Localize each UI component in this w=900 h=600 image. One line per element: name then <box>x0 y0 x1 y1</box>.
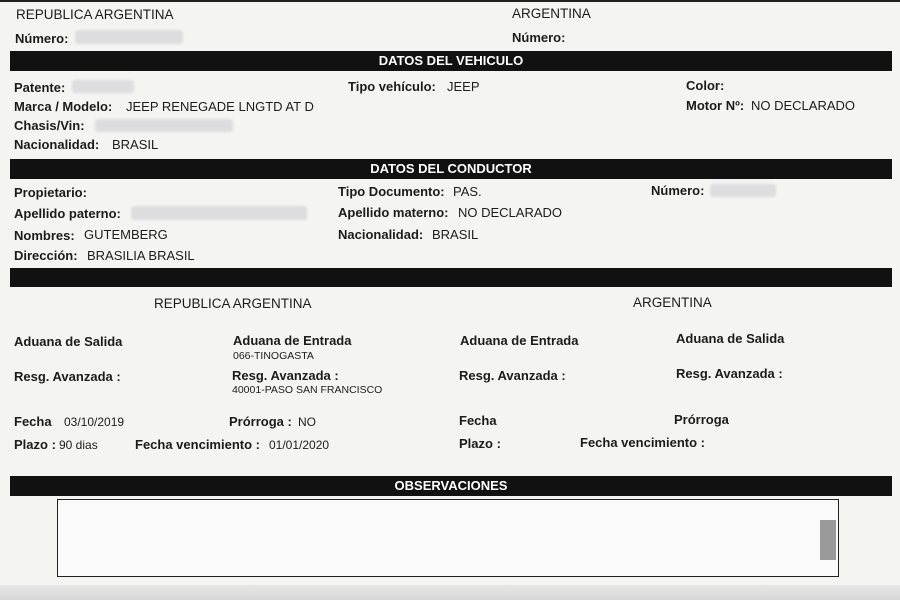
right-resg-salida-label: Resg. Avanzada : <box>676 366 783 381</box>
fecha-label: Fecha <box>14 414 52 429</box>
vencimiento-label: Fecha vencimiento : <box>135 437 260 452</box>
tipo-vehiculo-label: Tipo vehículo: <box>348 79 436 94</box>
tipo-vehiculo-value: JEEP <box>447 79 480 94</box>
vehicle-nacionalidad-value: BRASIL <box>112 137 159 152</box>
customs-section-bar <box>10 268 892 287</box>
observations-title: OBSERVACIONES <box>10 476 892 496</box>
header-left-country: REPUBLICA ARGENTINA <box>16 7 174 22</box>
header-numero-left-label: Número: <box>15 31 69 46</box>
aduana-salida-label: Aduana de Salida <box>14 334 123 349</box>
observations-scroll-tab <box>820 520 836 560</box>
resg-salida-label: Resg. Avanzada : <box>14 369 121 384</box>
chasis-label: Chasis/Vin: <box>14 118 85 133</box>
driver-section-title: DATOS DEL CONDUCTOR <box>10 159 892 179</box>
redacted-numero-left <box>75 30 183 44</box>
aduana-entrada-label: Aduana de Entrada <box>233 333 352 348</box>
customs-left-country: REPUBLICA ARGENTINA <box>154 296 312 311</box>
direccion-label: Dirección: <box>14 248 78 263</box>
nombres-value: GUTEMBERG <box>84 227 168 242</box>
resg-entrada-value: 40001-PASO SAN FRANCISCO <box>232 384 383 396</box>
redacted-patente <box>72 80 134 93</box>
page-fold-shadow <box>0 585 900 600</box>
nombres-label: Nombres: <box>14 228 75 243</box>
plazo-value: 90 dias <box>59 438 98 452</box>
prorroga-label: Prórroga : <box>229 414 292 429</box>
marca-modelo-label: Marca / Modelo: <box>14 99 113 114</box>
plazo-label: Plazo : <box>14 437 56 452</box>
direccion-value: BRASILIA BRASIL <box>87 248 195 263</box>
apellido-materno-label: Apellido materno: <box>338 205 449 220</box>
motor-label: Motor Nº: <box>686 98 745 113</box>
redacted-driver-numero <box>710 184 776 197</box>
redacted-chasis <box>95 119 233 132</box>
redacted-apellido-paterno <box>131 206 307 220</box>
motor-value: NO DECLARADO <box>751 98 856 113</box>
right-plazo-label: Plazo : <box>459 436 501 451</box>
vencimiento-value: 01/01/2020 <box>269 438 330 452</box>
top-border <box>0 0 900 2</box>
driver-nacionalidad-value: BRASIL <box>432 227 479 242</box>
driver-nacionalidad-label: Nacionalidad: <box>338 227 424 242</box>
resg-entrada-label: Resg. Avanzada : <box>232 368 339 383</box>
right-aduana-entrada-label: Aduana de Entrada <box>460 333 579 348</box>
apellido-materno-value: NO DECLARADO <box>458 205 563 220</box>
apellido-paterno-label: Apellido paterno: <box>14 206 121 221</box>
header-numero-right-label: Número: <box>512 30 566 45</box>
right-vencimiento-label: Fecha vencimiento : <box>580 435 705 450</box>
vehicle-nacionalidad-label: Nacionalidad: <box>14 137 100 152</box>
driver-numero-label: Número: <box>651 183 705 198</box>
right-fecha-label: Fecha <box>459 413 497 428</box>
color-label: Color: <box>686 78 725 93</box>
patente-label: Patente: <box>14 80 66 95</box>
tipo-documento-label: Tipo Documento: <box>338 184 445 199</box>
right-prorroga-label: Prórroga <box>674 412 729 427</box>
right-aduana-salida-label: Aduana de Salida <box>676 331 785 346</box>
vehicle-section-title: DATOS DEL VEHICULO <box>10 51 892 71</box>
customs-right-country: ARGENTINA <box>633 295 712 310</box>
tipo-documento-value: PAS. <box>453 184 482 199</box>
prorroga-value: NO <box>298 415 316 429</box>
right-resg-entrada-label: Resg. Avanzada : <box>459 368 566 383</box>
header-right-country: ARGENTINA <box>512 6 591 21</box>
observations-box <box>57 499 839 577</box>
aduana-entrada-value: 066-TINOGASTA <box>233 350 314 362</box>
marca-modelo-value: JEEP RENEGADE LNGTD AT D <box>126 99 314 114</box>
fecha-value: 03/10/2019 <box>64 415 125 429</box>
propietario-label: Propietario: <box>14 185 87 200</box>
